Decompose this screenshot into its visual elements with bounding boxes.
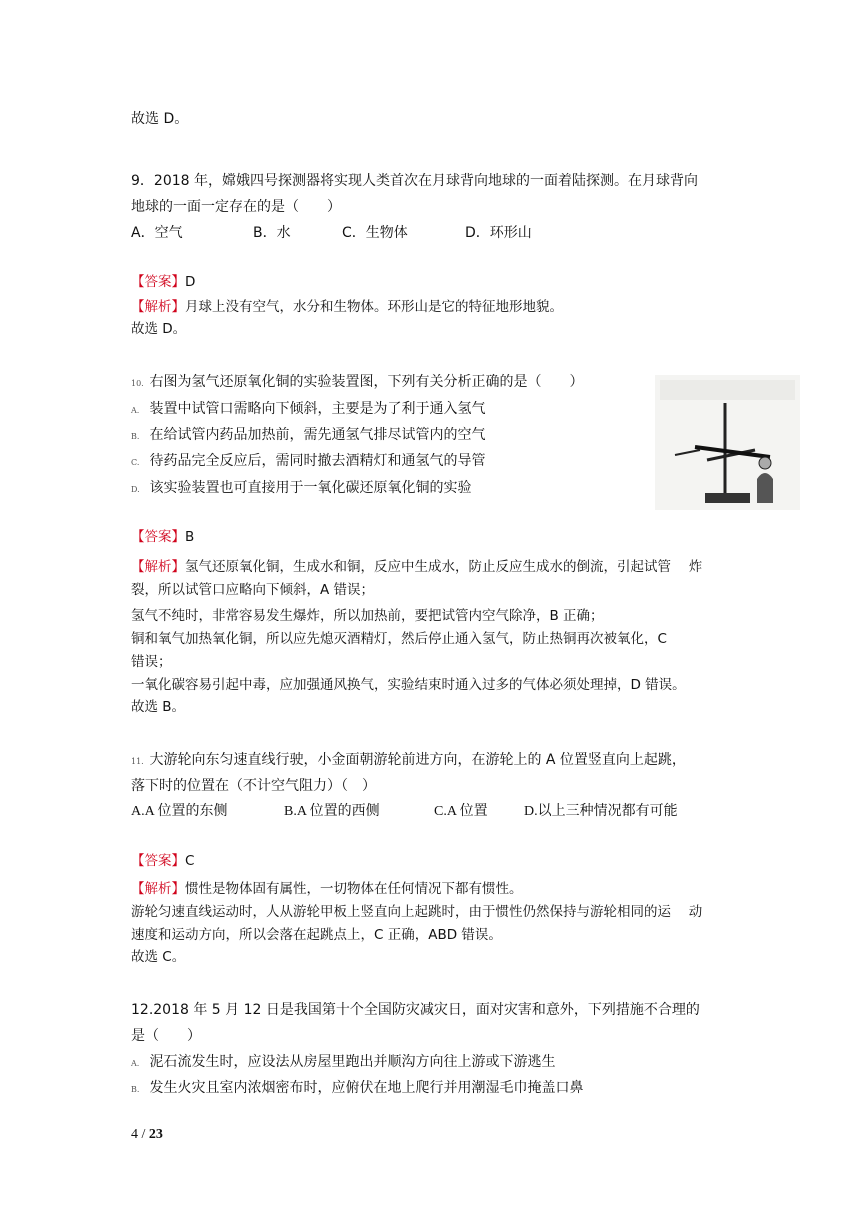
- total-pages: 23: [148, 1127, 163, 1142]
- q11-analysis-line2: 游轮匀速直线运动时，人从游轮甲板上竖直向上起跳时，由于惯性仍然保持与游轮相同的运 动: [131, 904, 703, 920]
- option-text: 发生火灾且室内浓烟密布时，应俯伏在地上爬行并用潮湿毛巾掩盖口鼻: [149, 1080, 584, 1096]
- q11-stem-line1: [131, 751, 686, 771]
- question-number: 10.: [131, 379, 144, 388]
- analysis-tag: 【解析】: [131, 881, 185, 897]
- q9-option-a: A．空气: [131, 225, 183, 241]
- q10-analysis-line5: 错误；: [131, 654, 172, 670]
- option-label: B.: [131, 1085, 140, 1094]
- q10-answer: [131, 528, 194, 546]
- q12-stem-line1: 12.2018 年 5 月 12 日是我国第十个全国防灾减灾日，面对灾害和意外，下列措施不合理的: [131, 1002, 700, 1018]
- analysis-text: 月球上没有空气，水分和生物体。环形山是它的特征地形地貌。: [185, 299, 563, 315]
- q9-option-b: B．水: [253, 225, 291, 241]
- analysis-tag: 【解析】: [131, 299, 185, 315]
- q10-option-a: [131, 400, 485, 420]
- answer-value: B: [185, 529, 195, 545]
- option-label: B.: [131, 432, 140, 441]
- q10-analysis-line2: 裂，所以试管口应略向下倾斜，A 错误；: [131, 582, 375, 598]
- analysis-tag: 【解析】: [131, 559, 185, 575]
- analysis-text: 氢气还原氧化铜，生成水和铜，反应中生成水，防止反应生成水的倒流，引起试管 炸: [185, 559, 703, 575]
- q9-stem-line1: 9．2018 年，嫦娥四号探测器将实现人类首次在月球背向地球的一面着陆探测。在月球背向: [131, 173, 698, 189]
- q10-analysis-line6: 一氧化碳容易引起中毒，应加强通风换气，实验结束时通入过多的气体必须处理掉，D 错误。: [131, 677, 686, 693]
- page-separator: /: [138, 1127, 149, 1142]
- option-label: A.: [131, 1059, 140, 1068]
- option-label: C.: [131, 458, 140, 467]
- page-number: [131, 1127, 163, 1143]
- question-number: 11.: [131, 757, 144, 766]
- q10-option-b: [131, 426, 485, 446]
- q11-answer: [131, 852, 194, 870]
- q10-analysis-line4: 铜和氧气加热氧化铜，所以应先熄灭酒精灯，然后停止通入氢气，防止热铜再次被氧化，C: [131, 631, 667, 647]
- q12-stem-line2: 是（ ）: [131, 1028, 201, 1044]
- q12-option-a: [131, 1053, 555, 1073]
- q10-analysis-line1: [131, 558, 702, 576]
- q10-stem: [131, 373, 583, 393]
- q9-option-c: C．生物体: [342, 225, 408, 241]
- q9-answer: [131, 273, 195, 291]
- analysis-text: 惯性是物体固有属性，一切物体在任何情况下都有惯性。: [185, 881, 523, 897]
- prev-conclusion: 故选 D。: [131, 111, 189, 127]
- answer-tag: 【答案】: [131, 529, 185, 545]
- q10-stem-text: 右图为氢气还原氧化铜的实验装置图，下列有关分析正确的是（ ）: [149, 374, 584, 390]
- q11-option-c: C.A 位置: [434, 804, 488, 819]
- q9-option-d: D．环形山: [465, 225, 532, 241]
- answer-value: C: [185, 853, 195, 869]
- option-text: 在给试管内药品加热前，需先通氢气排尽试管内的空气: [149, 427, 486, 443]
- current-page: 4: [131, 1127, 138, 1142]
- answer-value: D: [185, 274, 196, 290]
- option-text: 该实验装置也可直接用于一氧化碳还原氧化铜的实验: [149, 480, 472, 496]
- q10-conclusion: 故选 B。: [131, 699, 186, 715]
- option-text: 泥石流发生时，应设法从房屋里跑出并顺沟方向往上游或下游逃生: [149, 1054, 556, 1070]
- q11-conclusion: 故选 C。: [131, 949, 186, 965]
- option-text: 装置中试管口需略向下倾斜，主要是为了利于通入氢气: [149, 401, 486, 417]
- q11-stem-text: 大游轮向东匀速直线行驶，小金面朝游轮前进方向，在游轮上的 A 位置竖直向上起跳，: [149, 752, 686, 768]
- option-text: 待药品完全反应后，需同时撤去酒精灯和通氢气的导管: [149, 453, 486, 469]
- q11-option-a: A.A 位置的东侧: [131, 804, 228, 819]
- q10-analysis-line3: 氢气不纯时，非常容易发生爆炸，所以加热前，要把试管内空气除净，B 正确；: [131, 608, 604, 624]
- option-label: D.: [131, 485, 140, 494]
- q9-analysis: [131, 298, 563, 316]
- q9-stem-line2: 地球的一面一定存在的是（ ）: [131, 199, 341, 215]
- q10-option-c: [131, 452, 485, 472]
- answer-tag: 【答案】: [131, 274, 185, 290]
- q11-stem-line2: 落下时的位置在（不计空气阻力）（ ）: [131, 778, 376, 794]
- q10-option-d: [131, 479, 471, 499]
- answer-tag: 【答案】: [131, 853, 185, 869]
- q9-conclusion: 故选 D。: [131, 321, 187, 337]
- q12-option-b: [131, 1079, 583, 1099]
- option-label: A.: [131, 406, 140, 415]
- hydrogen-reduction-apparatus-figure: [655, 375, 800, 510]
- q11-option-d: D.以上三种情况都有可能: [524, 804, 678, 819]
- q11-analysis-line1: [131, 880, 523, 898]
- q11-analysis-line3: 速度和运动方向，所以会落在起跳点上，C 正确，ABD 错误。: [131, 927, 502, 943]
- q11-option-b: B.A 位置的西侧: [284, 804, 380, 819]
